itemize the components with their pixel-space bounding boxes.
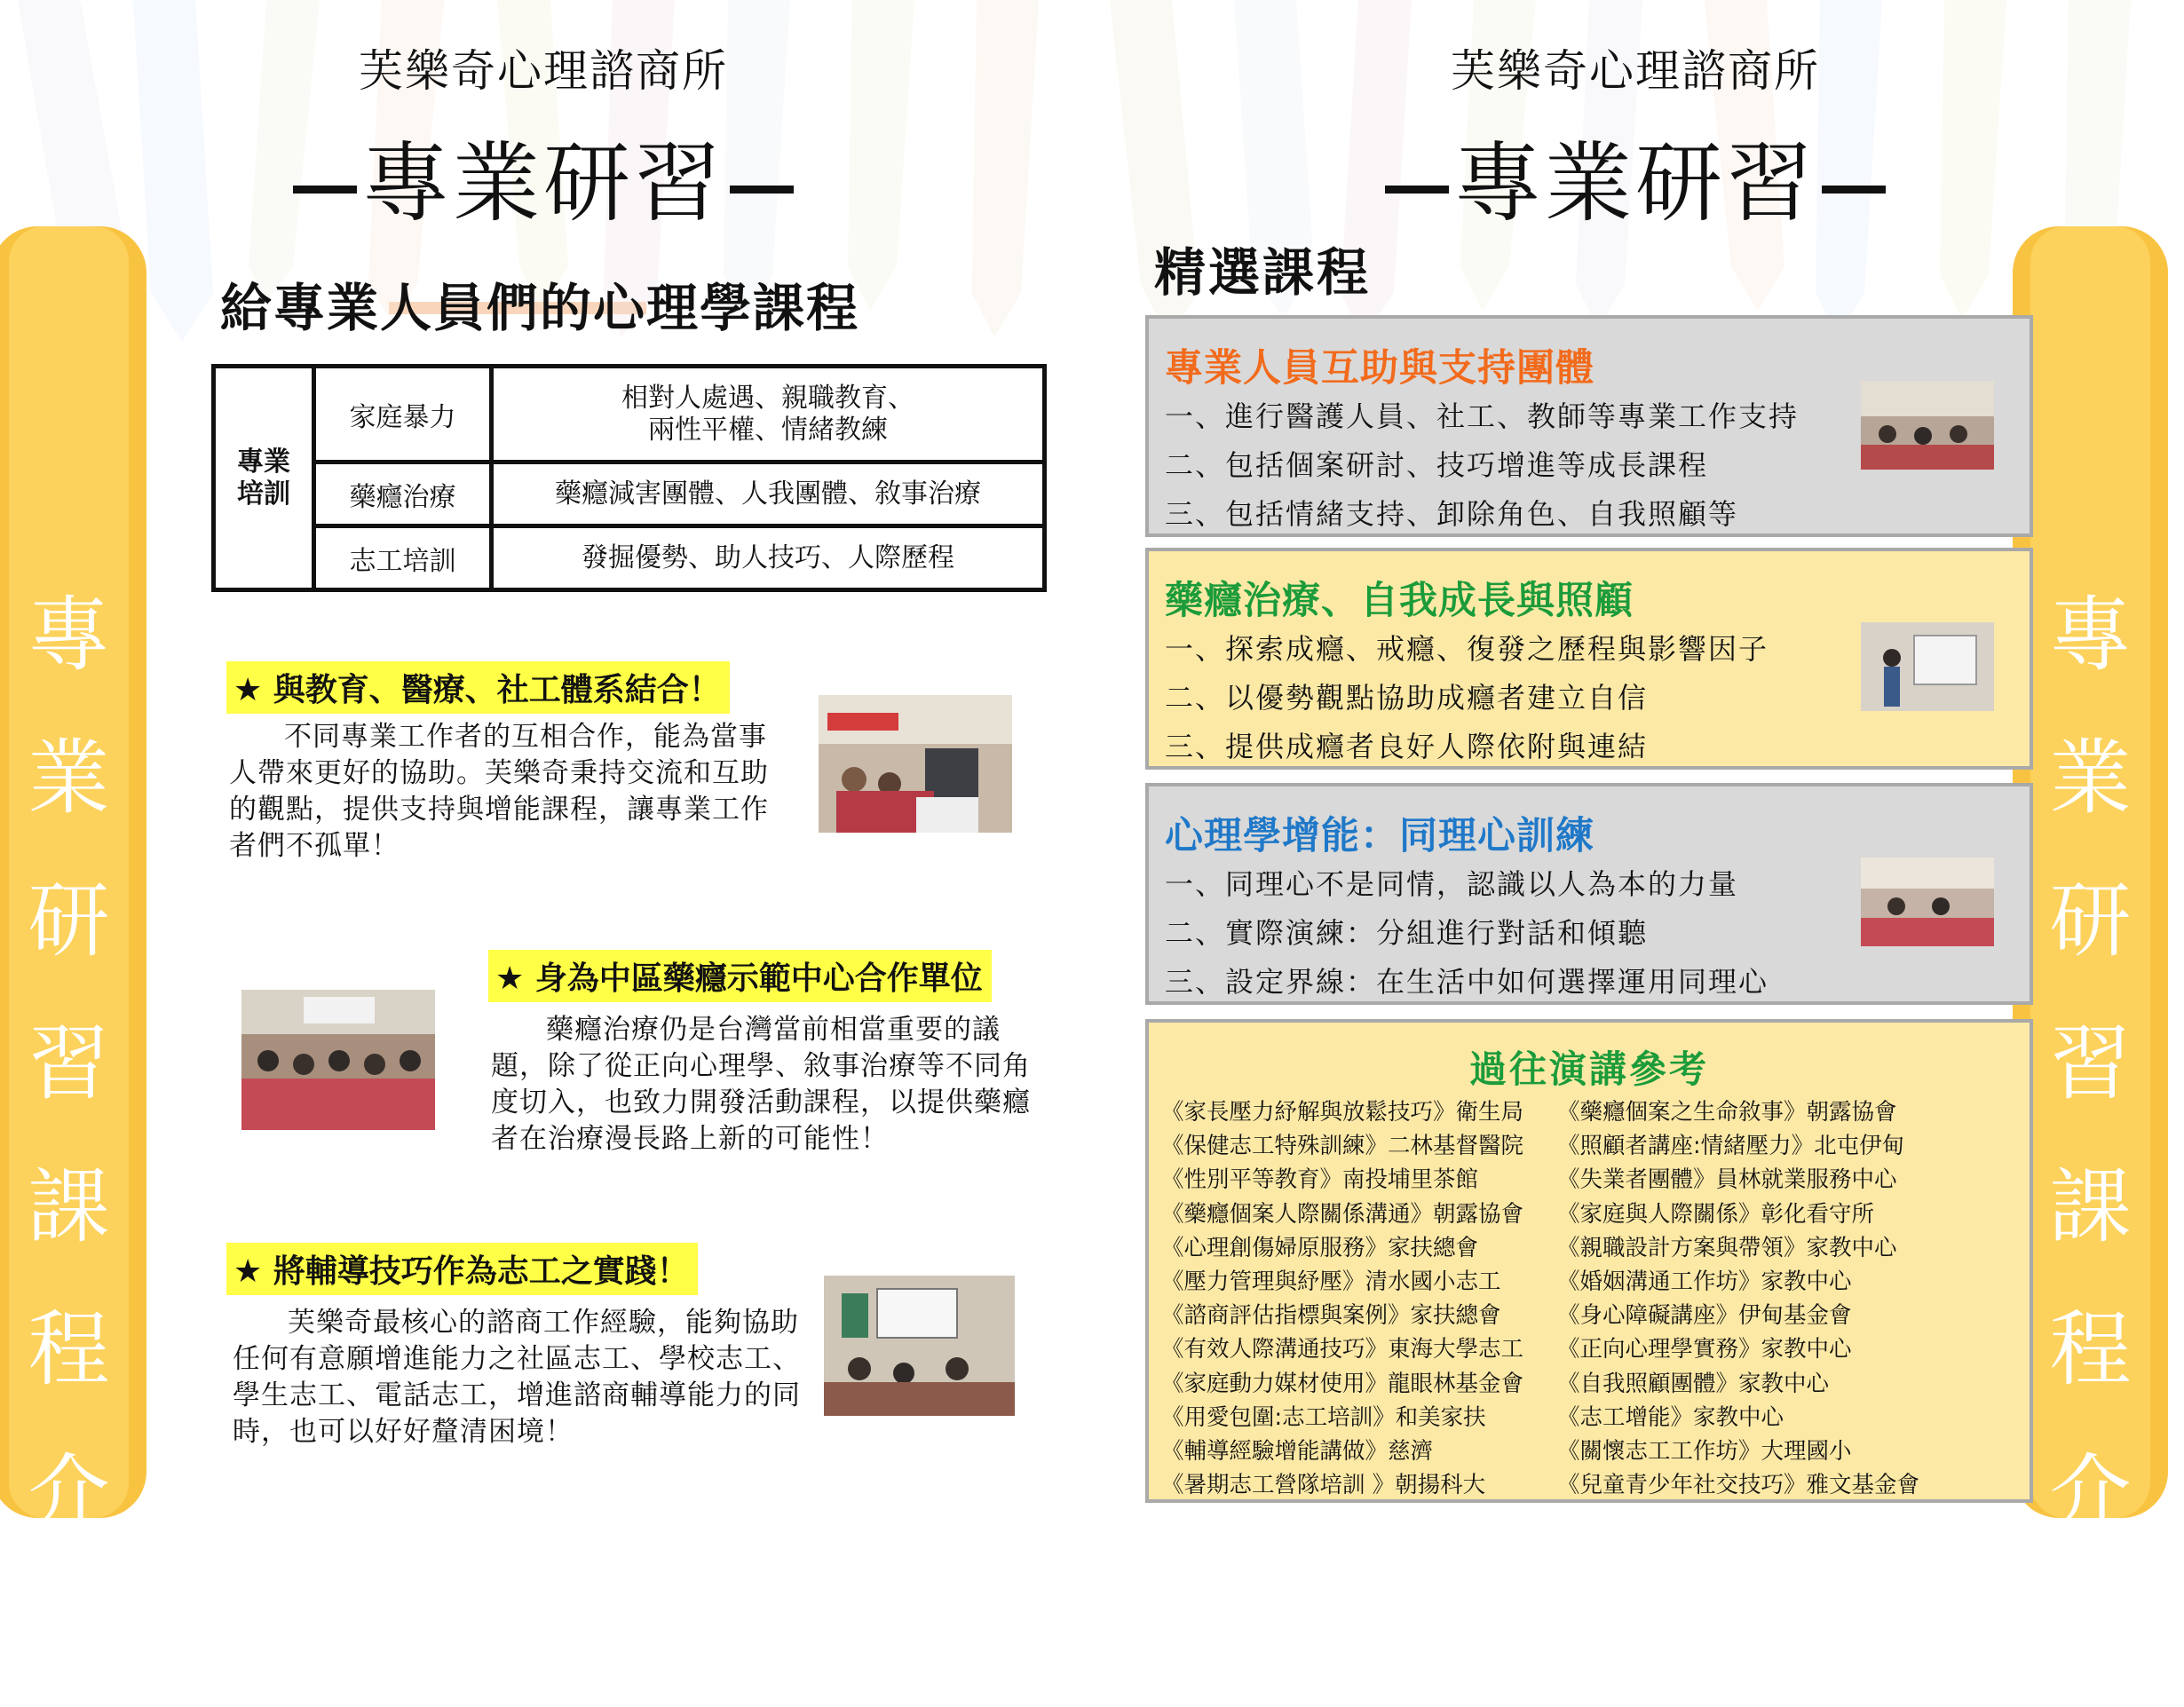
list-item: 《家庭動力媒材使用》龍眼林基金會 (1161, 1370, 1524, 1397)
table-key: 志工培訓 (314, 526, 492, 590)
list-item: 《藥癮個案之生命敘事》朝露協會 (1557, 1099, 1897, 1126)
main-title-text: 專業研習 (1453, 133, 1816, 234)
list-item: 《諮商評估指標與案例》家扶總會 (1161, 1302, 1501, 1330)
list-item: 《有效人際溝通技巧》東海大學志工 (1161, 1336, 1524, 1363)
list-item: 《藥癮個案人際關係溝通》朝露協會 (1161, 1200, 1524, 1228)
title-dash-right (730, 186, 794, 194)
side-label-char: 業 (2049, 731, 2132, 826)
list-item: 《正向心理學實務》家教中心 (1557, 1336, 1852, 1363)
org-name: 芙樂奇心理諮商所 (1451, 45, 1820, 97)
list-item: 《婚姻溝通工作坊》家教中心 (1557, 1268, 1852, 1296)
list-item: 《照顧者講座:情緒壓力》北屯伊甸 (1557, 1133, 1905, 1160)
training-photo (819, 695, 1012, 833)
list-item: 《壓力管理與紓壓》清水國小志工 (1161, 1268, 1501, 1296)
course-line: 二、包括個案研討、技巧增進等成長課程 (1165, 448, 1709, 482)
side-label-char: 課 (2049, 1159, 2132, 1254)
side-label (2013, 226, 2168, 1707)
course-line: 一、探索成癮、戒癮、復發之歷程與影響因子 (1165, 632, 1769, 666)
side-label-char: 課 (28, 1159, 110, 1254)
table-category-text: 專業 培訓 (237, 446, 290, 510)
section-heading: ★ 身為中區藥癮示範中心合作單位 (488, 950, 992, 1002)
list-item: 《家長壓力紓解與放鬆技巧》衛生局 (1161, 1099, 1524, 1126)
list-item: 《關懷志工工作坊》大理國小 (1557, 1438, 1852, 1466)
course-photo (1861, 622, 1994, 711)
table-value: 發掘優勢、助人技巧、人際歷程 (492, 526, 1045, 590)
course-title: 藥癮治療、自我成長與照顧 (1165, 579, 1634, 623)
course-line: 三、提供成癮者良好人際依附與連結 (1165, 730, 1649, 763)
course-line: 一、同理心不是同情，認識以人為本的力量 (1165, 867, 1739, 901)
course-line: 二、以優勢觀點協助成癮者建立自信 (1165, 681, 1649, 715)
side-label-char: 紹 (2049, 1588, 2132, 1683)
side-label-char: 研 (2049, 873, 2132, 968)
side-tab (2013, 226, 2168, 1683)
list-item: 《自我照顧團體》家教中心 (1557, 1370, 1830, 1397)
list-item: 《兒童青少年社交技巧》雅文基金會 (1557, 1472, 1920, 1499)
main-title (1236, 114, 2035, 239)
list-item: 《家庭與人際關係》彰化看守所 (1557, 1200, 1875, 1228)
left-page (0, 0, 1092, 1683)
course-title: 專業人員互助與支持團體 (1165, 346, 1594, 391)
subtitle-text: 給專業人員們的心理學課程 (220, 278, 860, 338)
side-label (0, 226, 146, 1707)
org-name: 芙樂奇心理諮商所 (359, 45, 728, 97)
title-dash-left (1385, 186, 1449, 194)
course-line: 一、進行醫護人員、社工、教師等專業工作支持 (1165, 399, 1800, 433)
list-item: 《親職設計方案與帶領》家教中心 (1557, 1234, 1897, 1261)
list-item: 《用愛包圍:志工培訓》和美家扶 (1161, 1403, 1486, 1431)
list-item: 《保健志工特殊訓練》二林基督醫院 (1161, 1133, 1524, 1160)
list-item: 《暑期志工營隊培訓 》朝揚科大 (1161, 1472, 1486, 1499)
course-photo (1861, 381, 1994, 470)
right-page (1092, 0, 2184, 1683)
title-dash-left (293, 186, 357, 194)
course-photo (1861, 857, 1994, 946)
side-label-char: 程 (2049, 1302, 2132, 1397)
course-box (1145, 548, 2033, 770)
section-heading: ★ 將輔導技巧作為志工之實踐！ (226, 1243, 698, 1295)
table-key: 藥癮治療 (314, 462, 492, 526)
subtitle (220, 266, 859, 341)
past-lectures-list (1557, 1095, 1919, 1502)
course-line: 三、設定界線：在生活中如何選擇運用同理心 (1165, 965, 1769, 999)
side-label-char: 介 (28, 1445, 110, 1540)
section-text: 芙樂奇最核心的諮商工作經驗，能夠協助任何有意願增進能力之社區志工、學校志工、學生志工、電話志工，增進諮商輔導能力的同時，也可以好好釐清困境！ (233, 1307, 801, 1448)
side-tab (0, 226, 146, 1683)
list-item: 《心理創傷婦原服務》家扶總會 (1161, 1234, 1479, 1261)
main-title (144, 114, 943, 239)
side-label-char: 業 (28, 731, 110, 826)
table-category (214, 367, 314, 590)
course-box (1145, 783, 2033, 1005)
side-label-char: 專 (2049, 588, 2132, 683)
list-item: 《身心障礙講座》伊甸基金會 (1557, 1302, 1852, 1330)
course-line: 二、實際演練：分組進行對話和傾聽 (1165, 916, 1649, 950)
table-key: 家庭暴力 (314, 367, 492, 462)
side-label-char: 習 (28, 1016, 110, 1111)
list-item: 《志工增能》家教中心 (1557, 1403, 1784, 1431)
side-label-char: 習 (2049, 1016, 2132, 1111)
section-text: 不同專業工作者的互相合作，能為當事人帶來更好的協助。芙樂奇秉持交流和互助的觀點，提供支持與增能課程，讓專業工作者們不孤單！ (229, 721, 769, 862)
side-label-char: 程 (28, 1302, 110, 1397)
table-value: 藥癮減害團體、人我團體、敘事治療 (492, 462, 1045, 526)
list-item: 《失業者團體》員林就業服務中心 (1557, 1166, 1897, 1194)
selected-courses-title: 精選課程 (1154, 242, 1372, 303)
section-text: 藥癮治療仍是台灣當前相當重要的議題，除了從正向心理學、敘事治療等不同角度切入，也致力開發活動課程，以提供藥癮者在治療漫長路上新的可能性！ (491, 1014, 1031, 1155)
lecture-photo (241, 990, 435, 1130)
course-line: 三、包括情緒支持、卸除角色、自我照顧等 (1165, 497, 1739, 531)
side-label-char: 紹 (28, 1588, 110, 1683)
main-title-text: 專業研習 (361, 133, 724, 234)
past-lectures-list (1161, 1095, 1523, 1502)
side-label-char: 專 (28, 588, 110, 683)
side-label-char: 研 (28, 873, 110, 968)
classroom-photo (824, 1276, 1015, 1416)
training-table (211, 364, 1047, 592)
past-lectures-title: 過往演講參考 (1468, 1047, 1709, 1091)
table-value: 相對人處遇、親職教育、 兩性平權、情緒教練 (492, 367, 1045, 462)
section-heading: ★ 與教育、醫療、社工體系結合！ (226, 661, 730, 714)
side-label-char: 介 (2049, 1445, 2132, 1540)
course-box (1145, 315, 2033, 537)
title-dash-right (1822, 186, 1886, 194)
list-item: 《性別平等教育》南投埔里茶館 (1161, 1166, 1479, 1194)
list-item: 《輔導經驗增能講做》慈濟 (1161, 1438, 1434, 1466)
course-title: 心理學增能：同理心訓練 (1165, 814, 1594, 858)
past-lectures-box (1145, 1019, 2033, 1503)
